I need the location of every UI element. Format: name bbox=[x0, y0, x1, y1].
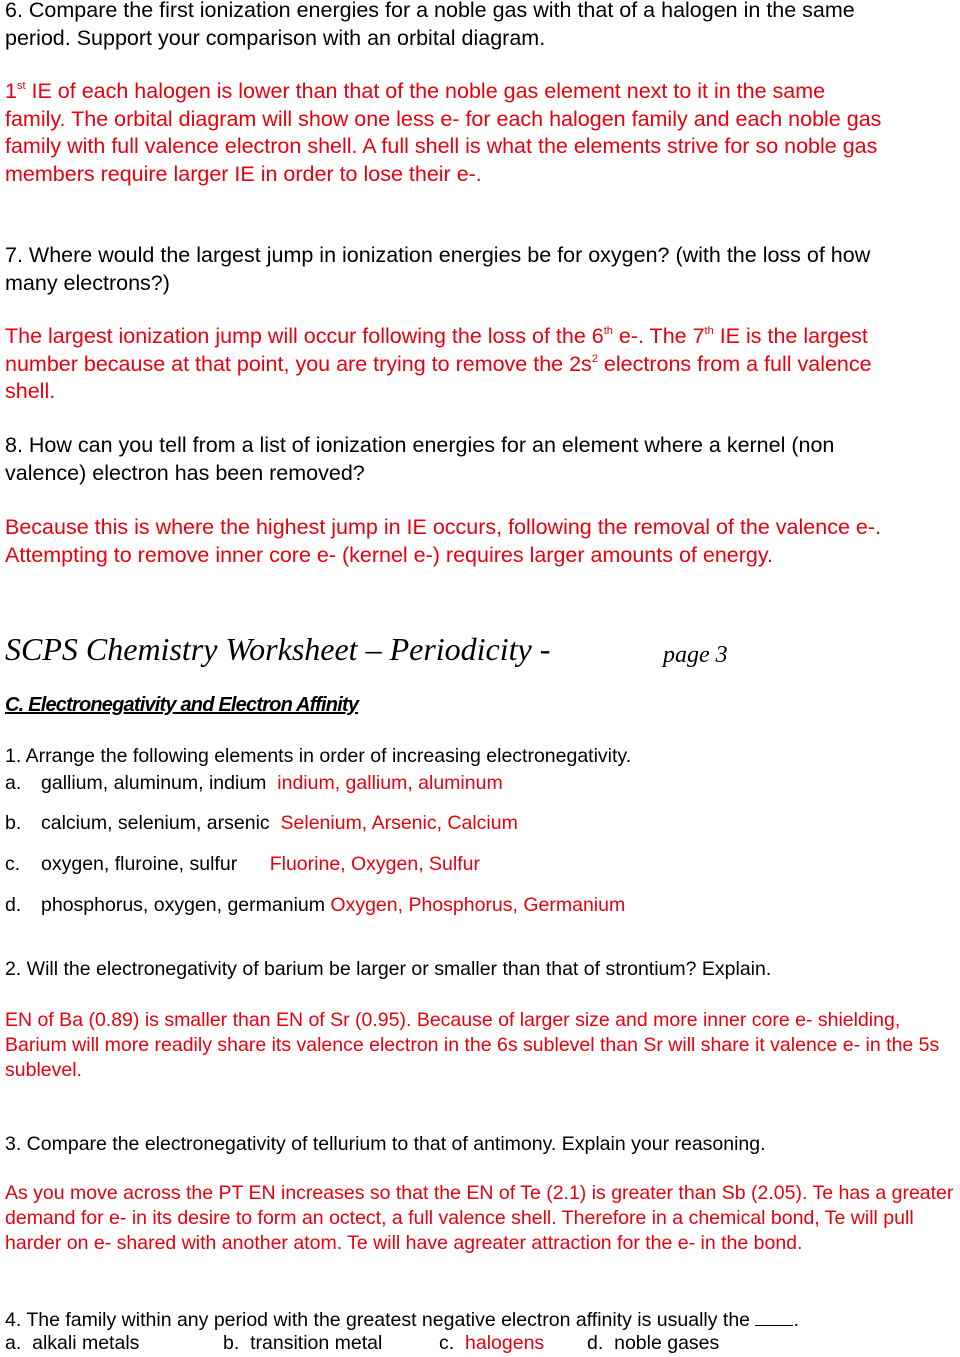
q6-answer bbox=[5, 78, 885, 188]
c1-item-b-label: b. bbox=[5, 812, 22, 834]
c4-choice-d-text: noble gases bbox=[614, 1332, 720, 1354]
c1-item-d bbox=[5, 893, 625, 918]
c1-item-c-answer: Fluorine, Oxygen, Sulfur bbox=[269, 853, 480, 875]
c4-choice-c-label: c. bbox=[439, 1332, 455, 1354]
c4-choice-b bbox=[223, 1331, 439, 1356]
c1-item-c-elements: oxygen, fluroine, sulfur bbox=[41, 853, 238, 875]
section-c-heading: C. Electronegativity and Electron Affinity bbox=[5, 694, 359, 716]
c1-item-c-label: c. bbox=[5, 853, 21, 875]
c4-choice-c-text: halogens bbox=[465, 1332, 545, 1354]
c1-item-b bbox=[5, 811, 518, 836]
c4-question-text: 4. The family within any period with the greatest negative electron affinity is usually the bbox=[5, 1309, 751, 1331]
c1-item-b-answer: Selenium, Arsenic, Calcium bbox=[280, 812, 518, 834]
q6-answer-post: IE of each halogen is lower than that of the noble gas element next to it in the same family. The orbital diagram will show one less e- for each halogen family and each noble gas family with full valence electron shell. A full shell is what the elements strive for so noble gas members require larger IE in order to lose their e-. bbox=[5, 79, 882, 186]
c1-item-d-elements: phosphorus, oxygen, germanium bbox=[41, 894, 325, 916]
c4-choice-b-label: b. bbox=[223, 1332, 240, 1354]
c4-question bbox=[5, 1307, 950, 1333]
c4-choice-a-label: a. bbox=[5, 1332, 22, 1354]
q6-answer-pre: 1 bbox=[5, 79, 17, 103]
q7-answer-sup2: th bbox=[704, 325, 714, 337]
c4-choice-b-text: transition metal bbox=[250, 1332, 383, 1354]
q6-answer-sup: st bbox=[16, 80, 26, 92]
c2-answer: EN of Ba (0.89) is smaller than EN of Sr (0.95). Because of larger size and more inner core e- shielding, Barium will more readily share its valence electron in the 6s sublevel than Sr will share it valence e- in the 5s sublevel. bbox=[5, 1009, 940, 1081]
worksheet-title bbox=[5, 631, 945, 667]
c1-item-b-elements: calcium, selenium, arsenic bbox=[41, 812, 270, 834]
q8-question: 8. How can you tell from a list of ionization energies for an element where a kernel (non valence) electron has been removed? bbox=[5, 433, 835, 485]
c1-item-a-label: a. bbox=[5, 772, 22, 794]
c1-item-a-elements: gallium, aluminum, indium bbox=[41, 772, 267, 794]
c3-answer: As you move across the PT EN increases so that the EN of Te (2.1) is greater than Sb (2.05). Te has a greater demand for e- in its desire to form an octect, a full valence shell. Therefore in a chemical bond, Te will pull harder on e- shared with another atom. Te will have agreater attraction for the e- in the bond. bbox=[5, 1182, 954, 1254]
c1-item-d-label: d. bbox=[5, 894, 22, 916]
q7-answer-sup1: th bbox=[603, 325, 613, 337]
q7-answer bbox=[5, 323, 895, 406]
c4-choice-d-label: d. bbox=[587, 1332, 604, 1354]
c4-choices bbox=[5, 1331, 950, 1356]
q7-answer-c: IE is the largest number because at that point, you are trying to remove the 2s bbox=[5, 324, 868, 376]
c1-item-a bbox=[5, 771, 503, 796]
worksheet-title-main: SCPS Chemistry Worksheet – Periodicity - bbox=[5, 631, 551, 667]
q8-answer: Because this is where the highest jump in IE occurs, following the removal of the valence e-. Attempting to remove inner core e- (kernel e-) requires larger amounts of energy. bbox=[5, 515, 881, 567]
c2-question: 2. Will the electronegativity of barium be larger or smaller than that of strontium? Explain. bbox=[5, 958, 772, 980]
q7-answer-a: The largest ionization jump will occur following the loss of the 6 bbox=[5, 324, 604, 348]
q7-answer-sup3: 2 bbox=[591, 352, 598, 365]
c1-item-d-answer: Oxygen, Phosphorus, Germanium bbox=[330, 894, 626, 916]
c4-answer-blank bbox=[755, 1307, 793, 1326]
page-number: page 3 bbox=[663, 642, 728, 668]
c4-choice-d bbox=[587, 1331, 719, 1356]
q7-answer-b: e-. The 7 bbox=[612, 324, 705, 348]
c4-choice-c bbox=[439, 1331, 587, 1356]
c1-item-c bbox=[5, 852, 480, 877]
c4-question-end: . bbox=[793, 1309, 799, 1331]
c1-item-a-answer: indium, gallium, aluminum bbox=[277, 772, 503, 794]
q7-answer-d: electrons from a full valence shell. bbox=[5, 351, 872, 403]
c3-question: 3. Compare the electronegativity of tellurium to that of antimony. Explain your reasoning. bbox=[5, 1133, 766, 1155]
c4-choice-a-text: alkali metals bbox=[32, 1332, 140, 1354]
c1-question: 1. Arrange the following elements in order of increasing electronegativity. bbox=[5, 745, 632, 767]
q6-question: 6. Compare the first ionization energies for a noble gas with that of a halogen in the same period. Support your comparison with an orbital diagram. bbox=[5, 0, 855, 50]
q7-question: 7. Where would the largest jump in ionization energies be for oxygen? (with the loss of how many electrons?) bbox=[5, 243, 871, 295]
c4-choice-a bbox=[5, 1331, 223, 1356]
